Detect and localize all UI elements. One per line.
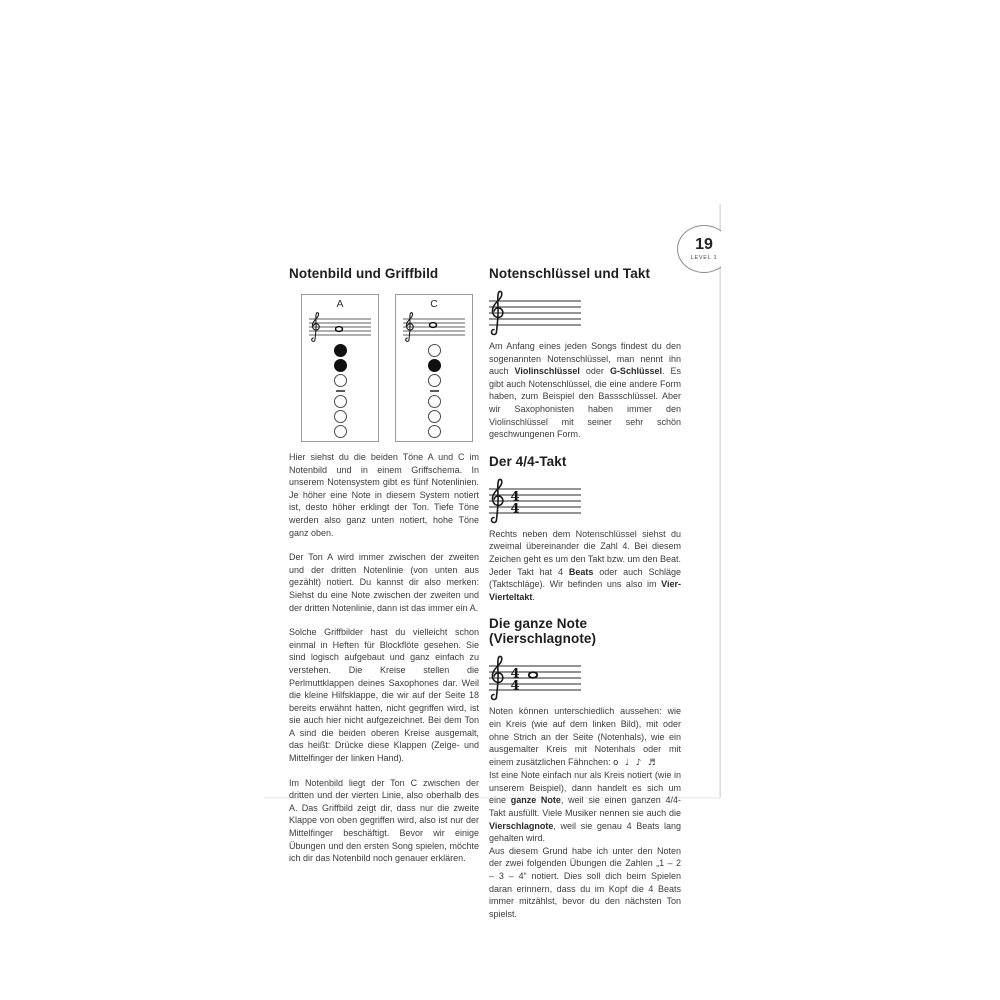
section-body-1 bbox=[489, 705, 681, 769]
level-label: LEVEL 1 bbox=[690, 254, 718, 261]
fingering-diagram-a bbox=[301, 294, 379, 442]
section-notenschluessel bbox=[489, 266, 681, 441]
body-text: Noten können unterschiedlich aussehen: wie ein Kreis (wie auf dem linken Bild), mit oder ohne Strich an der Seite (Notenhals), wie ein ausgemalter Kreis mit Notenhals oder mit einem zusätzlichen Fähnchen: bbox=[489, 706, 681, 767]
paragraph: Solche Griffbilder hast du vielleicht schon einmal in Heften für Blockflöte gesehen. Sie sind logisch aufgebaut und ganz einfach zu verstehen. Die Kreise stellen die Perlmuttklappen deines Saxophones dar. Weil die kleine Hilfsklappe, die wir auf der Seite 18 bereits erwähnt hatten, nicht gegriffen wird, ist sie auch hier nicht aufgezeichnet. Bei dem Ton A sind die beiden oberen Kreise ausgemalt, das heißt: Drücke diese Klappen (Zeige- und Mittelfinger der linken Hand). bbox=[289, 627, 479, 764]
hand-separator-line bbox=[336, 390, 345, 392]
whole-note-icon bbox=[336, 327, 343, 332]
section-body-2: Ist eine Note einfach nur als Kreis notiert (wie in unserem Beispiel), dann handelt es sich um eine ganze Note, weil sie einen ganzen 4/4-Takt ausfüllt. Viele Musiker nennen sie auch die Vierschlagnote, weil sie genau 4 Beats lang gehalten wird. bbox=[489, 770, 681, 844]
page-badge bbox=[677, 225, 721, 275]
section-heading: Notenschlüssel und Takt bbox=[489, 266, 651, 281]
time-signature-bottom: 4 bbox=[510, 501, 520, 517]
staff-with-time-signature bbox=[487, 478, 583, 524]
page-right-edge bbox=[719, 204, 721, 799]
left-section-heading: Notenbild und Griffbild bbox=[289, 266, 439, 281]
staff-with-whole-note bbox=[487, 655, 583, 701]
key-circle-4-open bbox=[334, 395, 347, 408]
key-column-a bbox=[302, 344, 378, 440]
key-circle-6-open bbox=[334, 425, 347, 438]
section-body-3: Aus diesem Grund habe ich unter den Noten der zwei folgenden Übungen die Zahlen „1 – 2 – 3 – 4“ notiert. Dies soll dich beim Spielen daran erinnern, dass du im Kopf die 4 Beats immer mitzählst, bevor du den nächsten Ton spielst. bbox=[489, 845, 681, 919]
key-circle-1-open bbox=[428, 344, 441, 357]
staff-small-a bbox=[307, 310, 373, 342]
key-circle-5-open bbox=[334, 410, 347, 423]
time-signature-top: 4 bbox=[510, 666, 520, 682]
right-column bbox=[489, 266, 681, 933]
key-circle-6-open bbox=[428, 425, 441, 438]
page-number: 19 bbox=[695, 236, 713, 254]
section-body: Am Anfang eines jeden Songs findest du den sogenannten Notenschlüssel, man nennt ihn auch Violinschlüssel oder G-Schlüssel. Es gibt auch Notenschlüssel, die eine andere Form haben, zum Beispiel den Bassschlüssel. Aber wir Saxophonisten haben immer den Violinschlüssel mit seiner sehr schön geschwungenen Form. bbox=[489, 341, 681, 440]
page-badge-ellipse bbox=[677, 225, 721, 273]
key-circle-4-open bbox=[428, 395, 441, 408]
fingering-diagram-c bbox=[395, 294, 473, 442]
key-circle-1-filled bbox=[334, 344, 347, 357]
inline-note-symbols: o ♩ ♪ ♬ bbox=[613, 757, 658, 768]
diagram-note-label: A bbox=[336, 298, 344, 310]
time-signature-bottom: 4 bbox=[510, 678, 520, 694]
time-signature-top: 4 bbox=[510, 489, 520, 505]
paragraph: Hier siehst du die beiden Töne A und C im Notenbild und in einem Griffschema. In unserem Notensystem gibt es fünf Notenlinien. Je höher eine Note in diesem System notiert ist, desto höher erklingt der Ton. Tiefe Töne werden also ganz unten notiert, hohe Töne ganz oben. bbox=[289, 452, 479, 538]
left-body-text bbox=[289, 451, 479, 877]
key-circle-3-open bbox=[334, 374, 347, 387]
section-ganze-note bbox=[489, 616, 681, 920]
whole-note-icon bbox=[529, 672, 537, 678]
key-circle-2-filled bbox=[334, 359, 347, 372]
section-heading: Der 4/4-Takt bbox=[489, 453, 567, 469]
key-circle-2-filled bbox=[428, 359, 441, 372]
section-heading: Die ganze Note (Vierschlagnote) bbox=[489, 616, 597, 647]
staff-small-c bbox=[401, 310, 467, 342]
paragraph: Der Ton A wird immer zwischen der zweiten und der dritten Notenlinie (von unten aus gezählt) notiert. Du kannst dir also merken: Siehst du eine Note zwischen der zweiten und der dritten Notenlinie, dann ist das immer ein A. bbox=[289, 552, 479, 613]
staff-clef-only bbox=[487, 290, 583, 336]
key-column-c bbox=[396, 344, 472, 440]
section-44-takt bbox=[489, 454, 681, 604]
key-circle-3-open bbox=[428, 374, 441, 387]
paragraph: Im Notenbild liegt der Ton C zwischen der dritten und der vierten Linie, also oberhalb des A. Das Griffbild zeigt dir, dass nur die zweite Klappe von oben gegriffen wird, also ist nur der Mittelfinger beschäftigt. Bevor wir einige Übungen und den ersten Song spielen, möchte ich dir das Notenbild noch genauer erklären. bbox=[289, 777, 479, 864]
section-body: Rechts neben dem Notenschlüssel siehst du zweimal übereinander die Zahl 4. Bei diesem Zeichen geht es um den Takt bzw. um den Beat. Jeder Takt hat 4 Beats oder auch Schläge (Taktschläge). Wir befinden uns also im Vier-Vierteltakt. bbox=[489, 528, 682, 602]
hand-separator-line bbox=[430, 390, 439, 392]
key-circle-5-open bbox=[428, 410, 441, 423]
whole-note-icon bbox=[430, 323, 437, 328]
diagram-note-label: C bbox=[430, 298, 438, 310]
